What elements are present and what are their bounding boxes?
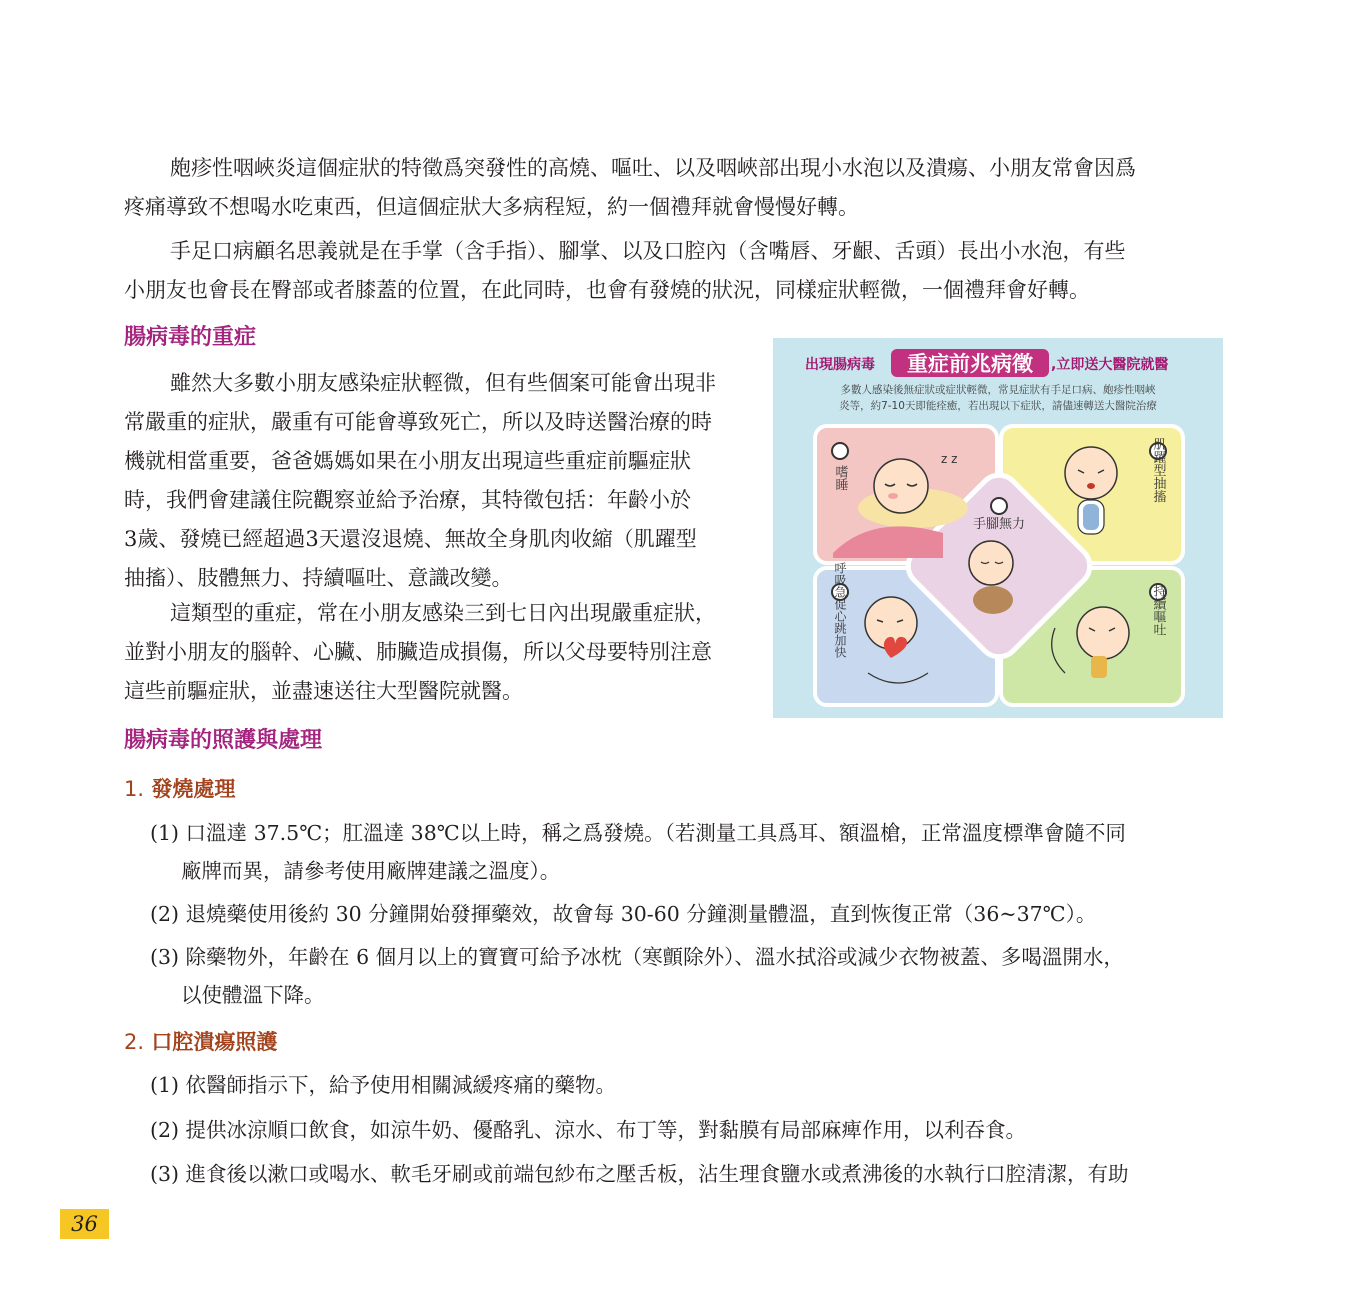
paragraph-line: 小朋友也會長在臀部或者膝蓋的位置，在此同時，也會有發燒的狀況，同樣症狀輕微，一個禮拜會好轉。 (124, 278, 1090, 302)
list-item: (2) 提供冰涼順口飲食，如涼牛奶、優酪乳、涼水、布丁等，對黏膜有局部麻痺作用，以利吞食。 (150, 1118, 1027, 1142)
baby-weak-icon (969, 541, 1013, 614)
subheading-title: 發燒處理 (151, 777, 236, 801)
paragraph-line: 並對小朋友的腦幹、心臟、肺臟造成損傷，所以父母要特別注意 (124, 640, 712, 664)
subheading-title: 口腔潰瘍照護 (151, 1030, 278, 1054)
paragraph-line: 疼痛導致不想喝水吃東西，但這個症狀大多病程短，約一個禮拜就會慢慢好轉。 (124, 195, 859, 219)
paragraph-line: 手足口病顧名思義就是在手掌（含手指）、腳掌、以及口腔內（含嘴唇、牙齦、舌頭）長出小水泡，有些 (170, 239, 1126, 263)
paragraph-line: 抽搐）、肢體無力、持續嘔吐、意識改變。 (124, 566, 513, 590)
section-heading-severe: 腸病毒的重症 (124, 325, 257, 350)
paragraph-line: 3歲、發燒已經超過3天還沒退燒、無故全身肌肉收縮（肌躍型 (124, 527, 697, 551)
list-item-continuation: 廠牌而異，請參考使用廠牌建議之溫度）。 (181, 859, 561, 883)
subheading-number: 1. (124, 777, 145, 801)
label-weakness: 手腳無力 (972, 517, 1026, 532)
paragraph-line: 這類型的重症，常在小朋友感染三到七日內出現嚴重症狀， (170, 601, 716, 625)
paragraph-line: 常嚴重的症狀，嚴重有可能會導致死亡，所以及時送醫治療的時 (124, 410, 712, 434)
figure-title-right: ,立即送大醫院就醫 (1051, 357, 1169, 373)
figure-subtitle: 多數人感染後無症狀或症狀輕微，常見症狀有手足口病、皰疹性咽峽 (840, 384, 1156, 396)
list-item: (1) 口溫達 37.5℃；肛溫達 38℃以上時，稱之爲發燒。（若測量工具爲耳、額溫槍，正常溫度標準會隨不同 (150, 821, 1126, 845)
list-item: (2) 退燒藥使用後約 30 分鐘開始發揮藥效，故會每 30-60 分鐘測量體溫，直到恢復正常（36~37℃）。 (150, 902, 1097, 926)
paragraph-line: 時，我們會建議住院觀察並給予治療，其特徵包括：年齡小於 (124, 488, 691, 512)
subheading-mouth-ulcer (124, 1027, 277, 1057)
paragraph-line: 雖然大多數小朋友感染症狀輕微，但有些個案可能會出現非 (170, 371, 716, 395)
label-drowsy: 嗜睡 (832, 465, 848, 491)
list-item-continuation: 以使體溫下降。 (181, 983, 325, 1007)
figure-title-left: 出現腸病毒 (805, 357, 875, 373)
paragraph-line: 皰疹性咽峽炎這個症狀的特徵爲突發性的高燒、嘔吐、以及咽峽部出現小水泡以及潰瘍、小朋友常會因爲 (170, 156, 1136, 180)
list-item: (1) 依醫師指示下，給予使用相關減緩疼痛的藥物。 (150, 1073, 617, 1097)
paragraph-line: 這些前驅症狀，並盡速送往大型醫院就醫。 (124, 679, 523, 703)
figure-title-big: 重症前兆病徵 (907, 352, 1033, 376)
severe-symptoms-illustration (773, 338, 1223, 718)
label-myoclonic: 肌躍型抽搐 (1150, 437, 1166, 503)
paragraph-line: 機就相當重要，爸爸媽媽如果在小朋友出現這些重症前驅症狀 (124, 449, 691, 473)
subheading-number: 2. (124, 1030, 145, 1054)
subheading-fever (124, 774, 235, 804)
label-breathing: 呼吸急促心跳加快 (833, 562, 847, 658)
list-item: (3) 進食後以漱口或喝水、軟毛牙刷或前端包紗布之壓舌板，沾生理食鹽水或煮沸後的水執行口腔清潔，有助 (150, 1162, 1129, 1186)
zz-text: z z (941, 452, 958, 466)
list-item: (3) 除藥物外，年齡在 6 個月以上的寶寶可給予冰枕（寒顫除外）、溫水拭浴或減少衣物被蓋、多喝溫開水， (150, 945, 1124, 969)
figure-subtitle: 炎等，約7-10天即能痊癒，若出現以下症狀，請儘速轉送大醫院治療 (839, 400, 1157, 412)
label-vomiting: 持續嘔吐 (1150, 584, 1166, 636)
page-number: 36 (60, 1209, 109, 1239)
section-heading-care: 腸病毒的照護與處理 (124, 728, 323, 753)
